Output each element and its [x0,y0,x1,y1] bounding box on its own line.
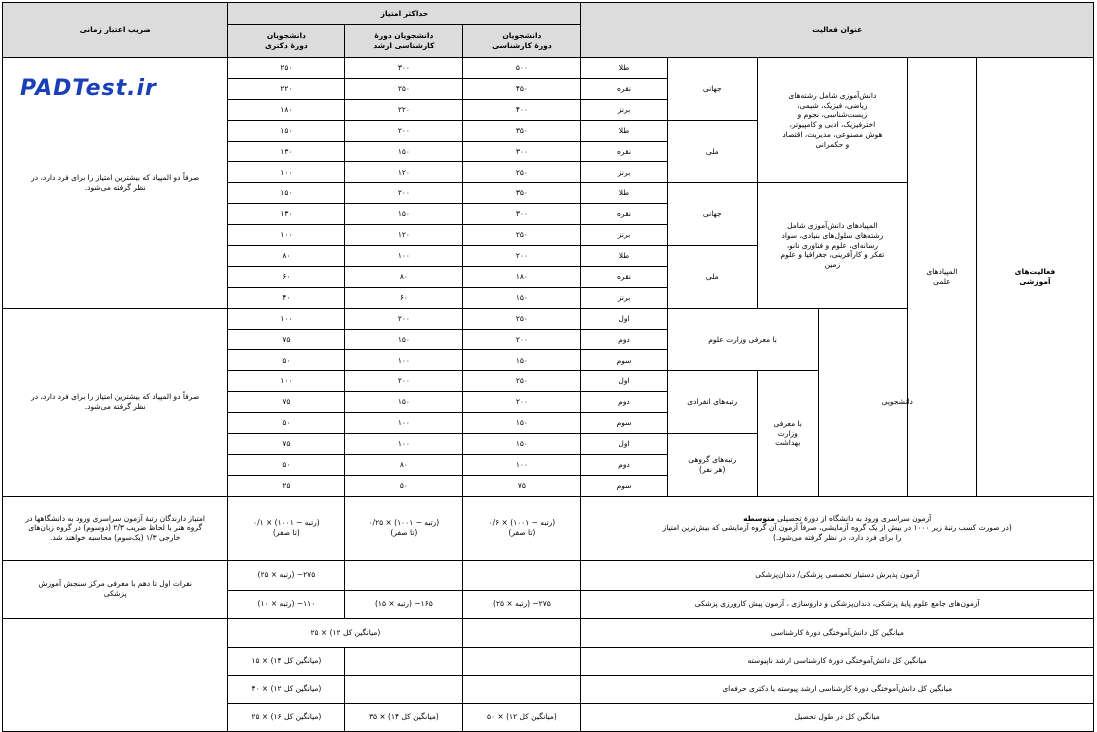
konkur-bachelor-line: ۰/۶ × (رتبه − ۱۰۰۱) [488,518,556,528]
konkur-note-line: خارجی ۱/۳ (یک‌سوم) محاسبه خواهند شد. [49,533,181,543]
olympiad-group1-desc [757,58,907,183]
residency-title: آزمون پذیرش دستیار تخصصی پزشکی/ دندان‌پزشکی [581,560,1094,590]
student-bachelor-score: ۱۵۰ [463,413,581,434]
comprehensive-bachelor: (رتبه × ۲۵) −۲۷۵ [463,590,581,618]
gpa-empty [463,618,581,647]
residency-note-line: پزشکی [103,589,127,599]
student-bachelor-score: ۷۵ [463,475,581,496]
olympiad-bachelor-score: ۳۵۰ [463,120,581,141]
olympiad-medal: برنز [581,99,667,120]
olympiad-group2-desc [757,183,907,308]
olympiad-medal: برنز [581,162,667,183]
olympiad-phd-score: ۱۵۰ [228,183,345,204]
olympiad-masters-score: ۱۲۰ [345,162,463,183]
gpa-title: میانگین کل در طول تحصیل [581,703,1094,731]
olympiad-phd-score: ۲۲۰ [228,78,345,99]
residency-phd: (رتبه × ۲۵) −۲۷۵ [228,560,345,590]
olympiad-group2-desc-line: رشته‌های سلول‌های بنیادی، سواد [781,230,884,240]
activity-score-table [2,2,1094,732]
header-phd [228,25,345,58]
header-time-factor: ضریب اعتبار زمانی [3,3,228,58]
header-masters-line: دانشجویان دورۀ [374,31,434,41]
student-bachelor-score: ۲۵۰ [463,308,581,329]
olympiad-masters-score: ۳۰۰ [345,58,463,79]
olympiad-phd-score: ۶۰ [228,266,345,287]
student-note [3,308,228,496]
residency-bachelor [463,560,581,590]
olympiad-phd-score: ۴۰ [228,287,345,308]
gpa-title: میانگین کل دانش‌آموختگی دورۀ کارشناسی ارشد پیوسته یا دکتری حرفه‌ای [581,675,1094,703]
olympiad-level: جهانی [667,183,757,246]
student-phd-score: ۲۵ [228,475,345,496]
gpa-title: میانگین کل دانش‌آموختگی دورۀ کارشناسی ارشد ناپیوسته [581,647,1094,675]
gpa-phd: ۴۰ × (۱۲ میانگین کل) [228,675,345,703]
gpa-phd: ۲۵ × (۱۶ میانگین کل) [228,703,345,731]
olympiad-bachelor-score: ۴۵۰ [463,78,581,99]
student-masters-score: ۱۵۰ [345,329,463,350]
olympiad-group2-desc-line: رسانه‌ای، علوم و فناوری نانو، [786,240,879,250]
student-group-line: (هر نفر) [699,464,726,474]
gpa-title: میانگین کل دانش‌آموختگی دورۀ کارشناسی [581,618,1094,647]
residency-note [3,560,228,618]
student-phd-score: ۵۰ [228,413,345,434]
olympiad-bachelor-score: ۵۰۰ [463,58,581,79]
konkur-note-line: امتیاز دارندگان رتبۀ آزمون سراسری ورود به دانشگاهها در [25,513,205,523]
student-rank: سوم [581,413,667,434]
olympiad-masters-score: ۱۲۰ [345,225,463,246]
student-bachelor-score: ۲۵۰ [463,371,581,392]
section-title [976,58,1093,497]
olympiad-phd-score: ۱۳۰ [228,141,345,162]
konkur-phd-line: ۰/۱ × (رتبه − ۱۰۰۱) [253,518,320,528]
olympiad-medal: برنز [581,225,667,246]
gpa-empty [345,647,463,675]
student-individual: رتبه‌های انفرادی [667,371,757,434]
gpa-bachelor-merged: ۲۵ × (۱۲ میانگین کل) [228,618,463,647]
student-masters-score: ۱۰۰ [345,350,463,371]
student-ministry-health-line: وزارت [777,428,798,438]
konkur-note [3,496,228,560]
gpa-empty [463,647,581,675]
student-rank: اول [581,371,667,392]
konkur-title-text: آزمون سراسری ورود به دانشگاه از دورۀ تحصیلی [777,513,932,523]
student-masters-score: ۱۰۰ [345,434,463,455]
student-masters-score: ۱۰۰ [345,413,463,434]
header-phd-line: دورۀ دکتری [265,41,308,50]
olympiad-group2-desc-line: المپیادهای دانش‌آموزی شامل [787,221,878,231]
olympiad-bachelor-score: ۴۰۰ [463,99,581,120]
student-rank: دوم [581,392,667,413]
olympiad-medal: نقره [581,141,667,162]
olympiad-level: ملی [667,246,757,309]
student-phd-score: ۱۰۰ [228,371,345,392]
olympiad-group1-desc-line: هوش مصنوعی، مدیریت، اقتصاد [782,129,883,139]
konkur-note-line: گروه هنر با لحاظ ضریب ۲/۳ (دوسوم) در گروه زبان‌های [28,523,203,533]
olympiad-group1-desc-line: دانش‌آموزی شامل رشته‌های [788,90,877,100]
student-label: دانشجویی [818,308,976,496]
section-title-line: فعالیت‌های [1014,267,1056,277]
olympiad-bachelor-score: ۲۵۰ [463,225,581,246]
header-activity-title: عنوان فعالیت [581,3,1094,58]
gpa-time-factor [3,618,228,731]
olympiad-bachelor-score: ۳۰۰ [463,204,581,225]
student-group [667,434,757,497]
student-rank: اول [581,308,667,329]
konkur-phd [228,496,345,560]
student-phd-score: ۷۵ [228,329,345,350]
gpa-empty [463,675,581,703]
gpa-masters: ۳۵ × (۱۴ میانگین کل) [345,703,463,731]
student-bachelor-score: ۱۵۰ [463,350,581,371]
olympiad-phd-score: ۱۵۰ [228,120,345,141]
student-phd-score: ۵۰ [228,454,345,475]
olympiad-medal: طلا [581,120,667,141]
header-bachelor-line: دورۀ کارشناسی [492,41,552,50]
student-masters-score: ۲۰۰ [345,308,463,329]
olympiad-category-line: المپیادهای [926,267,958,277]
olympiad-category-line: علمی [933,276,951,286]
olympiad-medal: طلا [581,183,667,204]
olympiad-medal: طلا [581,246,667,267]
student-note-line: صرفاً دو المپیاد که بیشترین امتیاز را برای فرد دارد، در [31,392,200,402]
olympiad-medal: نقره [581,78,667,99]
konkur-masters-line: (تا صفر) [390,528,418,538]
student-masters-score: ۱۵۰ [345,392,463,413]
olympiad-group2-desc-line: زمین [824,260,841,270]
student-ministry-health-line: بهداشت [775,438,801,448]
student-rank: سوم [581,475,667,496]
olympiad-bachelor-score: ۲۵۰ [463,162,581,183]
student-group-line: رتبه‌های گروهی [688,455,737,465]
olympiad-bachelor-score: ۳۵۰ [463,183,581,204]
olympiad-group1-desc-line: اخترفیزیک، ادبی و کامپیوتر، [789,120,876,130]
student-phd-score: ۷۵ [228,434,345,455]
konkur-phd-line: (تا صفر) [272,528,300,538]
olympiad-group1-desc-line: ریاضی، فیزیک، شیمی، [797,100,868,110]
olympiad-group2-desc-line: تفکر و کارآفرینی، جغرافیا و علوم [780,250,885,260]
olympiad-bachelor-score: ۲۰۰ [463,246,581,267]
olympiad-masters-score: ۲۰۰ [345,183,463,204]
student-masters-score: ۲۰۰ [345,371,463,392]
olympiad-note-line: نظر گرفته می‌شود. [84,182,146,192]
student-ministry-health [757,371,818,496]
student-ministry-science: با معرفی وزارت علوم [667,308,818,371]
olympiad-masters-score: ۱۵۰ [345,141,463,162]
student-rank: دوم [581,329,667,350]
gpa-phd: ۱۵ × (۱۴ میانگین کل) [228,647,345,675]
olympiad-phd-score: ۱۸۰ [228,99,345,120]
olympiad-group1-desc-line: و حکمرانی [815,139,850,149]
konkur-masters-line: ۰/۲۵ × (رتبه − ۱۰۰۱) [368,518,440,528]
residency-note-line: نفرات اول تا دهم با معرفی مرکز سنجش آموزش [38,579,192,589]
olympiad-masters-score: ۲۲۰ [345,99,463,120]
header-bachelor [463,25,581,58]
residency-masters [345,560,463,590]
gpa-bachelor: ۵۰ × (۱۲ میانگین کل) [463,703,581,731]
olympiad-medal: نقره [581,266,667,287]
olympiad-masters-score: ۲۵۰ [345,78,463,99]
olympiad-bachelor-score: ۳۰۰ [463,141,581,162]
konkur-detail-line: (در صورت کسب رتبۀ زیر ۱۰۰۰ در بیش از یک گروه آزمایشی، صرفاً آزمون آن گروه آزمایشی که بیش‌ترین امتیاز [662,523,1012,533]
olympiad-medal: نقره [581,204,667,225]
student-rank: دوم [581,454,667,475]
student-rank: اول [581,434,667,455]
comprehensive-title: آزمون‌های جامع علوم پایۀ پزشکی، دندان‌پزشکی و داروسازی ، آزمون پیش کارورزی پزشکی [581,590,1094,618]
olympiad-phd-score: ۲۵۰ [228,58,345,79]
student-phd-score: ۱۰۰ [228,308,345,329]
olympiad-phd-score: ۸۰ [228,246,345,267]
header-max-score: حداکثر امتیاز [228,3,581,25]
olympiad-level: ملی [667,120,757,183]
student-rank: سوم [581,350,667,371]
konkur-bachelor [463,496,581,560]
olympiad-masters-score: ۸۰ [345,266,463,287]
student-ministry-health-line: با معرفی [773,418,802,428]
comprehensive-masters: (رتبه × ۱۵) −۱۶۵ [345,590,463,618]
student-bachelor-score: ۲۰۰ [463,329,581,350]
olympiad-phd-score: ۱۰۰ [228,162,345,183]
olympiad-masters-score: ۶۰ [345,287,463,308]
olympiad-medal: طلا [581,58,667,79]
student-bachelor-score: ۲۰۰ [463,392,581,413]
student-note-line: نظر گرفته می‌شود. [84,402,146,412]
student-masters-score: ۸۰ [345,454,463,475]
konkur-bachelor-line: (تا صفر) [508,528,536,538]
olympiad-masters-score: ۲۰۰ [345,120,463,141]
gpa-empty [345,675,463,703]
olympiad-masters-score: ۱۰۰ [345,246,463,267]
olympiad-note-line: صرفاً دو المپیاد که بیشترین امتیاز را برای فرد دارد، در [31,173,200,183]
olympiad-bachelor-score: ۱۵۰ [463,287,581,308]
olympiad-phd-score: ۱۳۰ [228,204,345,225]
student-phd-score: ۷۵ [228,392,345,413]
konkur-title [581,496,1094,560]
olympiad-bachelor-score: ۱۸۰ [463,266,581,287]
olympiad-phd-score: ۱۰۰ [228,225,345,246]
konkur-title-bold: متوسطه [743,513,775,523]
olympiad-note [3,58,228,309]
site-logo: PADTest.ir [20,76,157,101]
student-bachelor-score: ۱۰۰ [463,454,581,475]
konkur-masters [345,496,463,560]
header-phd-line: دانشجویان [266,31,306,41]
header-masters [345,25,463,58]
student-bachelor-score: ۱۵۰ [463,434,581,455]
konkur-detail-line: را برای فرد دارد، در نظر گرفته می‌شود.) [772,533,902,543]
olympiad-masters-score: ۱۵۰ [345,204,463,225]
student-masters-score: ۵۰ [345,475,463,496]
header-masters-line: کارشناسی ارشد [373,41,435,50]
olympiad-medal: برنز [581,287,667,308]
olympiad-level: جهانی [667,58,757,121]
comprehensive-phd: (رتبه × ۱۰) −۱۱۰ [228,590,345,618]
header-bachelor-line: دانشجویان [502,31,542,41]
olympiad-group1-desc-line: زیست‌شناسی، نجوم و [797,110,868,120]
student-phd-score: ۵۰ [228,350,345,371]
section-title-line: آموزشی [1019,276,1051,286]
